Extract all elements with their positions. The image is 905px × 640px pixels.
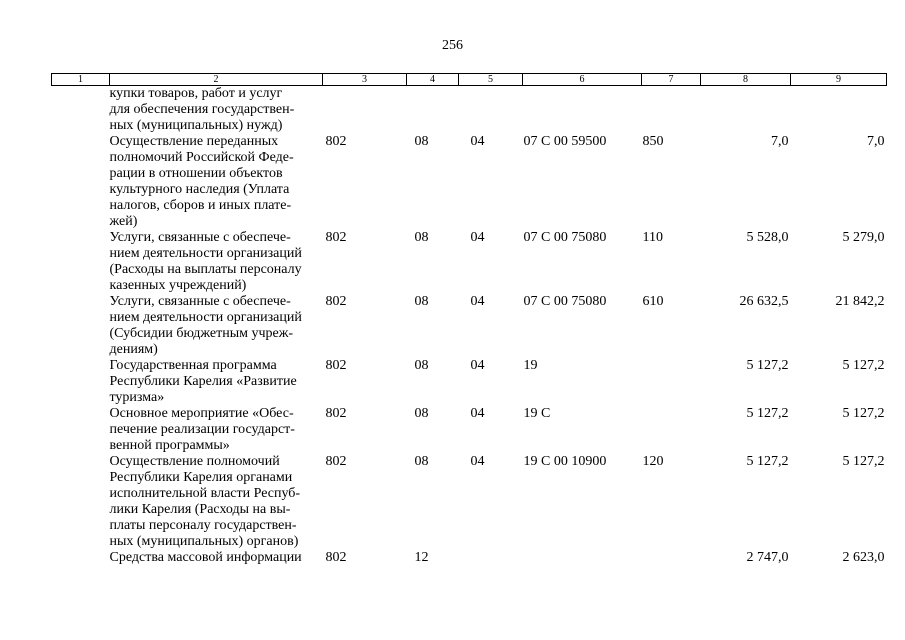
expense-name-line: Осуществление переданных — [109, 134, 279, 149]
table-row — [52, 406, 887, 454]
cell-expense-name — [110, 358, 323, 406]
expense-name-line: купки товаров, работ и услуг — [109, 86, 283, 101]
cell-amount-year-2: 5 127,2 — [842, 454, 885, 469]
cell-amount-year-1: 2 747,0 — [746, 550, 789, 565]
column-number-header — [52, 74, 887, 86]
expense-name-line: (Расходы на выплаты персоналу — [109, 262, 302, 277]
cell-amount-year-2 — [791, 86, 887, 135]
column-header-6: 6 — [523, 74, 642, 86]
expense-name-line: ных (муниципальных) нужд) — [109, 118, 283, 133]
cell-section: 08 — [414, 134, 429, 149]
cell-ministry-code — [323, 86, 407, 135]
cell-amount-year-1 — [701, 86, 791, 135]
cell-target-article — [523, 86, 642, 135]
cell-expense-type — [642, 550, 701, 566]
cell-section: 12 — [414, 550, 429, 565]
cell-expense-type — [642, 86, 701, 135]
cell-target-article: 19 С 00 10900 — [523, 454, 607, 469]
column-header-9: 9 — [791, 74, 887, 86]
cell-amount-year-1: 26 632,5 — [739, 294, 789, 309]
page-number: 256 — [442, 38, 463, 53]
table-row — [52, 454, 887, 550]
cell-subsection: 04 — [470, 294, 485, 309]
column-header-3: 3 — [323, 74, 407, 86]
cell-target-article: 07 С 00 75080 — [523, 294, 607, 309]
cell-ministry-code: 802 — [325, 294, 347, 309]
cell-amount-year-2: 5 127,2 — [842, 406, 885, 421]
column-header-1: 1 — [52, 74, 110, 86]
cell-amount-year-2: 7,0 — [867, 134, 885, 149]
cell-expense-type: 850 — [642, 134, 664, 149]
cell-target-article: 07 С 00 59500 — [523, 134, 607, 149]
cell-expense-name — [110, 230, 323, 294]
expense-name-line: нием деятельности организаций — [109, 246, 302, 261]
cell-expense-name — [110, 454, 323, 550]
column-header-2: 2 — [110, 74, 323, 86]
cell-target-article — [523, 550, 642, 566]
expense-name-line: Республики Карелия «Развитие — [109, 374, 297, 389]
expense-name-line: туризма» — [109, 390, 165, 405]
expense-name-line: (Субсидии бюджетным учреж- — [109, 326, 294, 341]
table-row — [52, 294, 887, 358]
cell-subsection — [459, 86, 523, 135]
table-row — [52, 230, 887, 294]
expense-name-line: полномочий Российской Феде- — [109, 150, 294, 165]
cell-row-number — [52, 294, 110, 358]
table-body — [52, 86, 887, 567]
expense-name-line: Осуществление полномочий — [109, 454, 280, 469]
cell-row-number — [52, 406, 110, 454]
expense-name-line: Услуги, связанные с обеспече- — [109, 230, 291, 245]
cell-section: 08 — [414, 454, 429, 469]
expense-name-line: дениям) — [109, 342, 158, 357]
cell-expense-name — [110, 294, 323, 358]
column-header-7: 7 — [642, 74, 701, 86]
cell-ministry-code: 802 — [325, 358, 347, 373]
cell-expense-type: 110 — [642, 230, 663, 245]
cell-section: 08 — [414, 294, 429, 309]
cell-amount-year-1: 7,0 — [771, 134, 789, 149]
cell-amount-year-1: 5 127,2 — [746, 358, 789, 373]
table-row — [52, 86, 887, 135]
expense-name-line: жей) — [109, 214, 138, 229]
expense-name-line: Республики Карелия органами — [109, 470, 293, 485]
column-header-4: 4 — [407, 74, 459, 86]
cell-row-number — [52, 86, 110, 135]
cell-amount-year-1: 5 127,2 — [746, 406, 789, 421]
cell-amount-year-2: 5 127,2 — [842, 358, 885, 373]
cell-ministry-code: 802 — [325, 230, 347, 245]
cell-expense-name — [110, 86, 323, 135]
cell-target-article: 19 С — [523, 406, 551, 421]
cell-subsection — [459, 550, 523, 566]
expense-name-line: Средства массовой информации — [109, 550, 302, 565]
cell-expense-name — [110, 134, 323, 230]
cell-section: 08 — [414, 406, 429, 421]
cell-amount-year-1: 5 127,2 — [746, 454, 789, 469]
cell-expense-type — [642, 406, 701, 454]
cell-ministry-code: 802 — [325, 454, 347, 469]
expense-name-line: рации в отношении объектов — [109, 166, 283, 181]
cell-ministry-code: 802 — [325, 134, 347, 149]
expense-name-line: печение реализации государст- — [109, 422, 295, 437]
cell-subsection: 04 — [470, 358, 485, 373]
cell-ministry-code: 802 — [325, 406, 347, 421]
expense-name-line: культурного наследия (Уплата — [109, 182, 290, 197]
cell-amount-year-2: 2 623,0 — [842, 550, 885, 565]
cell-expense-name — [110, 406, 323, 454]
expense-name-line: венной программы» — [109, 438, 230, 453]
cell-target-article: 07 С 00 75080 — [523, 230, 607, 245]
cell-amount-year-2: 5 279,0 — [842, 230, 885, 245]
expense-name-line: Основное мероприятие «Обес- — [109, 406, 294, 421]
expense-name-line: казенных учреждений) — [109, 278, 247, 293]
cell-row-number — [52, 550, 110, 566]
cell-row-number — [52, 358, 110, 406]
cell-subsection: 04 — [470, 454, 485, 469]
expense-name-line: налогов, сборов и иных плате- — [109, 198, 292, 213]
cell-target-article: 19 — [523, 358, 538, 373]
cell-row-number — [52, 134, 110, 230]
cell-section: 08 — [414, 358, 429, 373]
cell-row-number — [52, 230, 110, 294]
expense-name-line: нием деятельности организаций — [109, 310, 302, 325]
expense-name-line: ных (муниципальных) органов) — [109, 534, 299, 549]
cell-expense-type: 610 — [642, 294, 664, 309]
cell-section: 08 — [414, 230, 429, 245]
expense-name-line: для обеспечения государствен- — [109, 102, 295, 117]
column-header-8: 8 — [701, 74, 791, 86]
table-row — [52, 550, 887, 566]
cell-row-number — [52, 454, 110, 550]
column-header-5: 5 — [459, 74, 523, 86]
expense-name-line: платы персоналу государствен- — [109, 518, 297, 533]
budget-table — [51, 73, 887, 566]
cell-amount-year-2: 21 842,2 — [835, 294, 885, 309]
table-row — [52, 358, 887, 406]
cell-section — [407, 86, 459, 135]
expense-name-line: Государственная программа — [109, 358, 277, 373]
cell-expense-type — [642, 358, 701, 406]
cell-expense-type: 120 — [642, 454, 664, 469]
cell-ministry-code: 802 — [325, 550, 347, 565]
table-row — [52, 134, 887, 230]
cell-amount-year-1: 5 528,0 — [746, 230, 789, 245]
cell-expense-name — [110, 550, 323, 566]
cell-subsection: 04 — [470, 134, 485, 149]
cell-subsection: 04 — [470, 406, 485, 421]
expense-name-line: лики Карелия (Расходы на вы- — [109, 502, 291, 517]
expense-name-line: Услуги, связанные с обеспече- — [109, 294, 291, 309]
expense-name-line: исполнительной власти Респуб- — [109, 486, 301, 501]
cell-subsection: 04 — [470, 230, 485, 245]
